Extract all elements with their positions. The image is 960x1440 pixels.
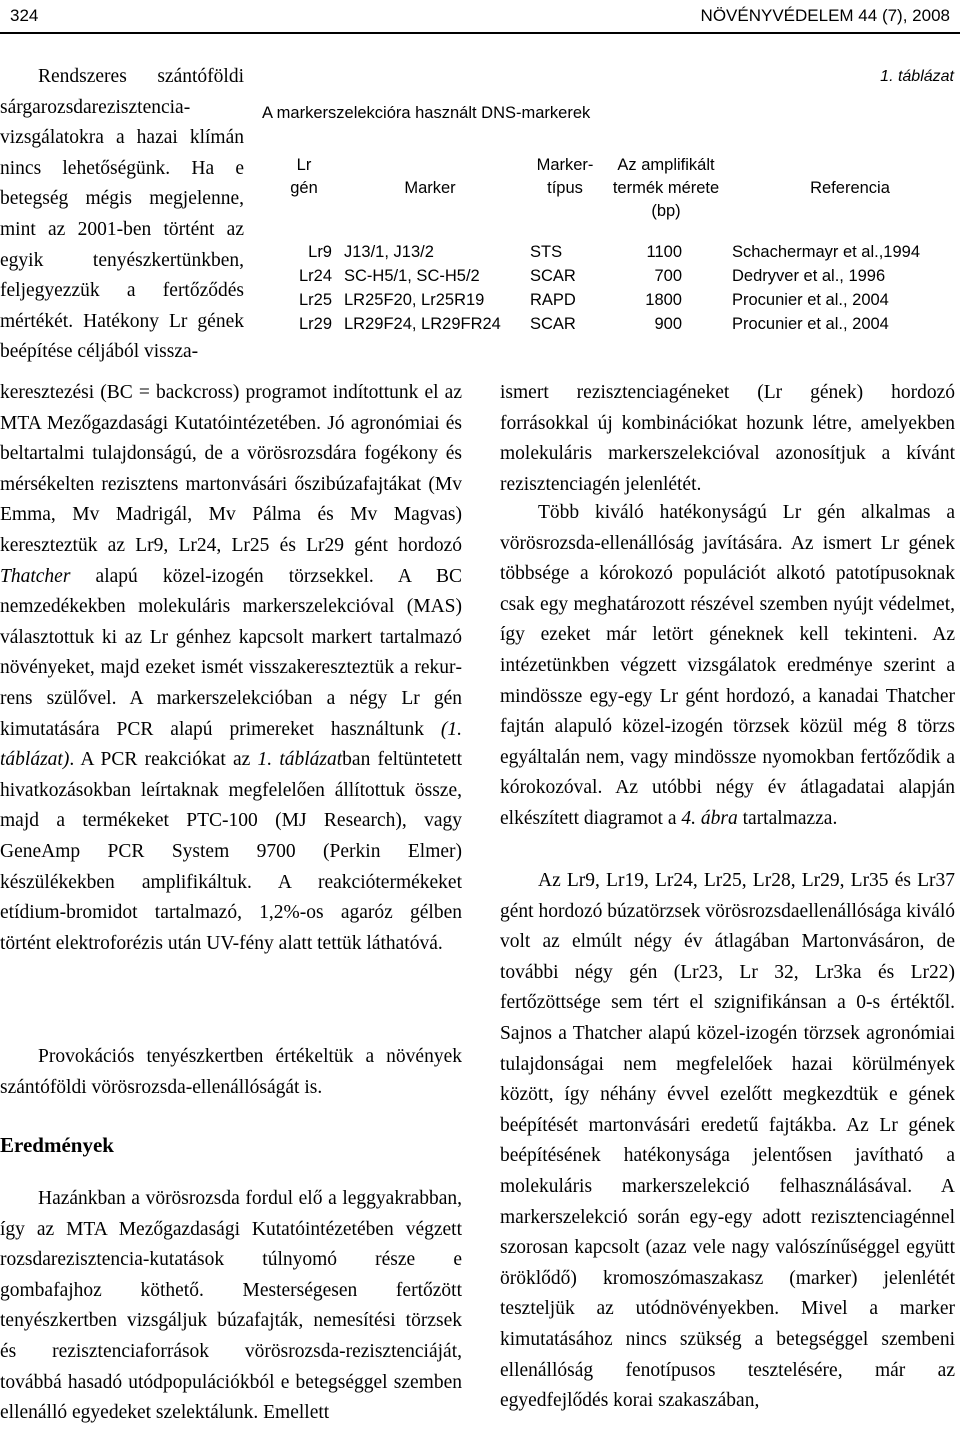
cell-reference: Procunier et al., 2004 bbox=[732, 315, 889, 333]
cell-type: SCAR bbox=[530, 315, 576, 333]
cell-type: STS bbox=[530, 243, 563, 261]
cell-marker: LR29F24, LR29FR24 bbox=[344, 315, 501, 333]
cell-marker: J13/1, J13/2 bbox=[344, 243, 434, 261]
cell-size: 1100 bbox=[646, 243, 682, 261]
cell-reference: Procunier et al., 2004 bbox=[732, 291, 889, 309]
right-column-results: Az Lr9, Lr19, Lr24, Lr25, Lr28, Lr29, Lr35 és Lr37 gént hordozó búzatörzsek vörösrozsdaellenállósága kiváló volt az elmúlt négy év átlagában Martonvásáron, de további négy gén (Lr23, Lr 32, Lr3ka és Lr22) fertőzöttsége sem tért el szignifikánsan a 0-s értéktől. Sajnos a Thatcher alapú közel-izogén törzsek agronómiai tulajdonságai nem megfelelőek hazai körülmények között, így néhány évvel ezelőtt megkezdtük e gének beépítését martonvásári eredetű fajtákba. Az Lr gének beépítésének hatékonysága jelentősen javítható a molekuláris markerszelekció felhasználásával. A markerszelekció során egy-egy adott rezisztenciagénnel szorosan kapcsolt (azaz vele nagy valószínűséggel együtt öröklődő) kromoszómaszakasz (marker) jelenlétét teszteljük az utódnövényekben. Mivel a marker kimutatásához nincs szükség a betegséggel szembeni ellenállóság fenotípusos tesztelésére, már az egyedfejlődés korai szakaszában, bbox=[500, 870, 955, 1412]
table-row bbox=[0, 291, 960, 315]
cell-marker: LR25F20, Lr25R19 bbox=[344, 291, 485, 309]
journal-title: NÖVÉNYVÉDELEM 44 (7), 2008 bbox=[700, 6, 950, 25]
left-column-results: Hazánkban a vörösrozsda fordul elő a leggyakrabban, így az MTA Mezőgazdasági Kutatóintézetében végzett rozsdarezisztencia-kutatások túlnyomó része e gombafajhoz köthető. Mesterségesen fertőzött tenyészkertben vizsgáljuk búzafajták, nemesítési törzsek és rezisztenciaforrások vörösrozsda-rezisztenciáját, továbbá hasadó utódpopulációkból e betegséggel szemben ellenálló egyedeket szelektálunk. Emellett bbox=[0, 1188, 462, 1424]
col-header-product-size: Az amplifikált termék mérete (bp) bbox=[612, 156, 720, 220]
cell-gene: Lr29 bbox=[298, 315, 332, 333]
table-row bbox=[0, 315, 960, 339]
left-column-intro: Rendszeres szántóföldi sárgarozsdarezisztenciavizsgálatokra a hazai klímán nincs lehetőségünk. Ha e betegség mégis megjelenne, mint az 2001-ben történt az egyik tenyészkertünkben, feljegyezzük a fertőződés mértékét. Hatékony Lr gének beépítése céljából vissza- bbox=[0, 66, 244, 363]
col-header-marker-type: Marker- típus bbox=[536, 156, 594, 197]
cell-reference: Dedryver et al., 1996 bbox=[732, 267, 886, 285]
table-title: A markerszelekcióra használt DNS-markerek bbox=[262, 104, 591, 122]
cell-size: 900 bbox=[654, 315, 682, 333]
page-number: 324 bbox=[10, 6, 39, 25]
table-label: 1. táblázat bbox=[880, 68, 954, 85]
col-header-gene: Lr gén bbox=[290, 156, 318, 197]
table-ref: 1. táblázat bbox=[257, 749, 343, 771]
table-row bbox=[0, 243, 960, 267]
cultivar-name: Thatcher bbox=[0, 565, 71, 587]
cell-size: 1800 bbox=[645, 291, 682, 309]
table-row bbox=[0, 267, 960, 291]
right-column-intro: ismert rezisztenciagéneket (Lr gének) hordozó forrásokkal új kombinációkat hozunk létre, amelyekben molekuláris markerszelekcióval azonosítjuk a kívánt rezisztenciagén jelenlétét. bbox=[500, 382, 955, 495]
cell-marker: SC-H5/1, SC-H5/2 bbox=[344, 267, 480, 285]
running-header bbox=[0, 0, 960, 30]
col-header-reference: Referencia bbox=[810, 179, 890, 197]
cell-type: RAPD bbox=[530, 291, 576, 309]
cell-gene: Lr24 bbox=[298, 267, 332, 285]
cell-gene: Lr9 bbox=[308, 243, 332, 261]
cell-type: SCAR bbox=[530, 267, 576, 285]
cell-reference: Schachermayr et al.,1994 bbox=[732, 243, 921, 261]
cell-gene: Lr25 bbox=[298, 291, 332, 309]
right-column-lr-genes: Több kiváló hatékonyságú Lr gén alkalmas a vörösrozsda-ellenállóság javítására. Az ismert Lr gének többsége a kórokozó populációt alkotó patotípusoknak csak egy meghatározott részével szemben nyújt védelmet, így ezeket már letört géneknek kell tekinteni. Az intézetünkben végzett vizsgálatok eredménye szerint a mindössze egy-egy Lr gént hordozó, a kanadai Thatcher fajtán alapuló közel-izogén törzsek közül még 8 törzs egyáltalán nem, vagy mindössze nyomokban fertőződik a kórokozóval. Az utóbbi négy év átlagadatai alapján elkészített diagramot a 4. ábra tartalmazza. bbox=[500, 502, 955, 829]
cell-size: 700 bbox=[654, 267, 682, 285]
header-rule bbox=[0, 32, 960, 34]
col-header-marker: Marker bbox=[404, 179, 456, 197]
left-column-provocation: Provokációs tenyészkertben értékeltük a növények szántóföldi vörösrozsda-ellenállóságát is. bbox=[0, 1046, 462, 1098]
table-ref: (1. táblázat) bbox=[0, 718, 462, 771]
section-heading-results: Eredmények bbox=[0, 1133, 114, 1157]
left-column-methods: keresztezési (BC = backcross) programot indítottunk el az MTA Mezőgazdasági Kutatóintézetében. Jó agronómiai és beltartalmi tulajdonságú, de a vörösrozsdára fogékony és mérsékelten rezisztens martonvásári őszibúzafajtákat (Mv Emma, Mv Madrigál, Mv Pálma és Mv Magvas) kereszteztük az Lr9, Lr24, Lr25 és Lr29 gént hordozó Thatcher alapú közel-izogén törzsekkel. A BC nemzedékekben molekuláris markerszelekcióval (MAS) választottuk ki az Lr génhez kapcsolt markert tartalmazó növényeket, majd ezeket ismét visszakereszteztük a rekurrens szülővel. A markerszelekcióban a négy Lr gén kimutatására PCR alapú primereket használtunk (1. táblázat). A PCR reakciókat az 1. táblázatban feltüntetett hivatkozásokban leírtaknak megfelelően állítottuk össze, majd a termékeket PTC-100 (MJ Research), vagy GeneAmp PCR System 9700 (Perkin Elmer) készülékekben amplifikáltuk. A reakciótermékeket etídium-bromidot tartalmazó, 1,2%-os agaróz gélben történt elektroforézis után UV-fény alatt tettük láthatóvá. bbox=[0, 382, 462, 954]
figure-ref: 4. ábra bbox=[681, 807, 738, 829]
